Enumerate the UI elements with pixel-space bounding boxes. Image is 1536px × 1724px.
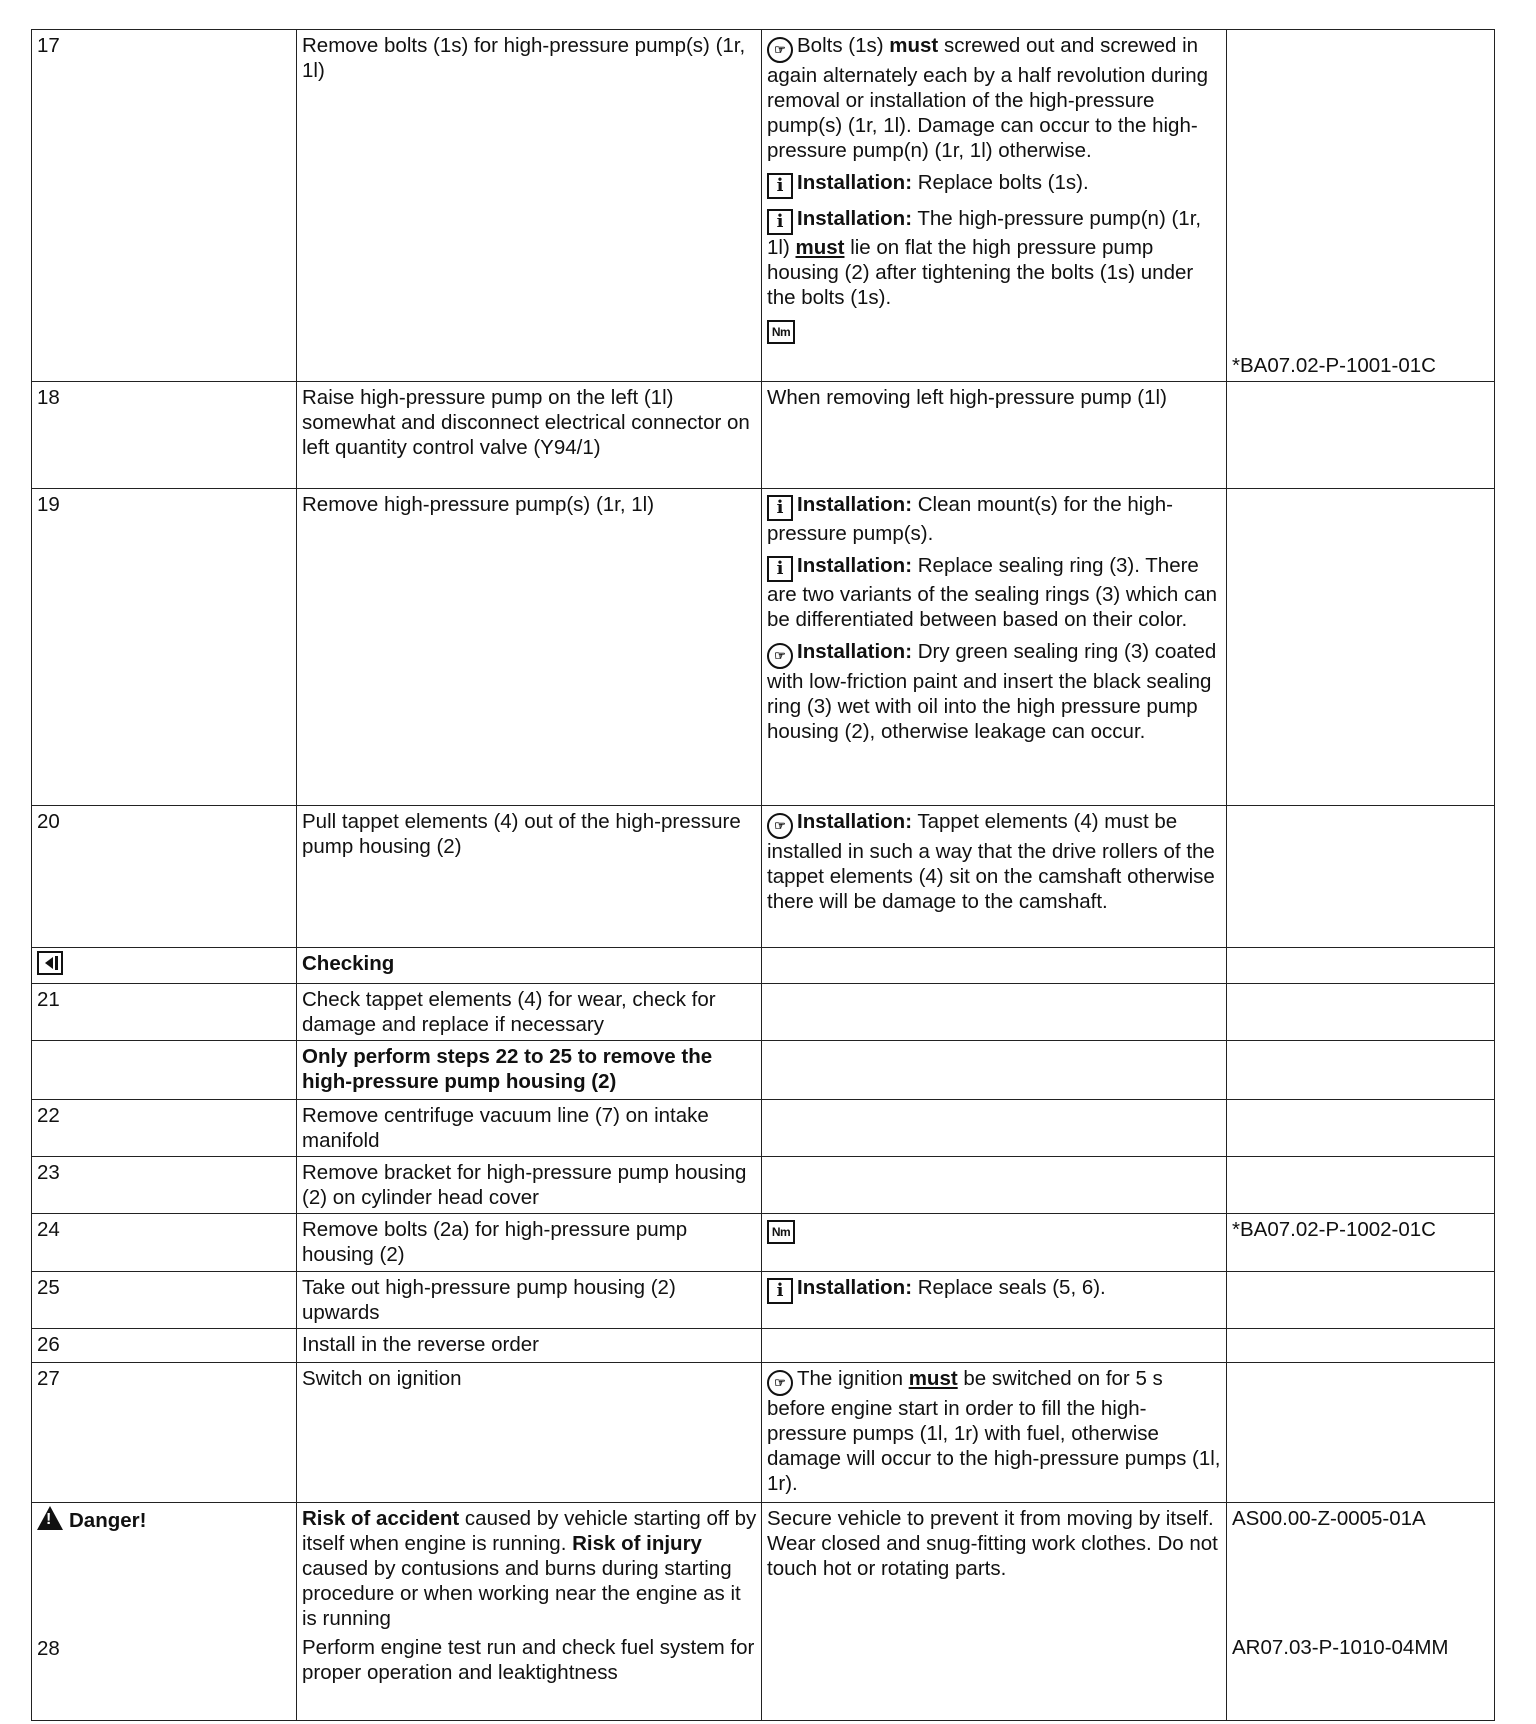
table-row (32, 1100, 1495, 1157)
table-row (32, 948, 1495, 984)
table-row (32, 1157, 1495, 1214)
step-notes (762, 1100, 1227, 1157)
step-action: Remove bolts (1s) for high-pressure pump(s) (1r, 1l) (297, 30, 762, 382)
step-number (32, 1041, 297, 1100)
step-action: Install in the reverse order (297, 1329, 762, 1363)
step-number: 18 (32, 382, 297, 489)
step-notes (762, 1329, 1227, 1363)
step-action: Remove bolts (2a) for high-pressure pump housing (2) (297, 1214, 762, 1272)
reference-cell (1227, 1041, 1495, 1100)
step-notes (762, 1214, 1227, 1272)
table-row (32, 1503, 1495, 1721)
spacer (37, 1533, 292, 1636)
step-number: 20 (32, 806, 297, 948)
reference-cell (1227, 489, 1495, 806)
checking-icon-cell (32, 948, 297, 984)
table-row (32, 1363, 1495, 1503)
step-number: 19 (32, 489, 297, 806)
step-number: 24 (32, 1214, 297, 1272)
table-row (32, 984, 1495, 1041)
note-icon: ☞ (767, 1370, 793, 1396)
reference-cell (1227, 806, 1495, 948)
note-block: i Installation: Replace sealing ring (3). There are two variants of the sealing rings (3) which can be differentiated between based on their color. (767, 554, 1218, 631)
step-number: 17 (32, 30, 297, 382)
step-notes (762, 1041, 1227, 1100)
step-action: Raise high-pressure pump on the left (1l) somewhat and disconnect electrical connector on left quantity control valve (Y94/1) (297, 382, 762, 489)
note-block: ☞ Bolts (1s) must screwed out and screwed in again alternately each by a half revolution during removal or installation of the high-pressure pump(s) (1r, 1l). Damage can occur to the high-pressure pump(n) (1r, 1l) otherwise. (767, 34, 1209, 162)
step-notes (762, 948, 1227, 984)
table-row (32, 1214, 1495, 1272)
step-notes (762, 489, 1227, 806)
step-notes: When removing left high-pressure pump (1l) (762, 382, 1227, 489)
reference-link[interactable]: AS00.00-Z-0005-01A (1232, 1507, 1426, 1530)
note-icon: ☞ (767, 643, 793, 669)
info-icon: i (767, 1278, 793, 1304)
torque-icon: Nm (767, 320, 795, 344)
danger-label: !Danger! (37, 1506, 292, 1533)
note-block (767, 317, 1222, 344)
step-number: 23 (32, 1157, 297, 1214)
note-block: i Installation: Clean mount(s) for the high-pressure pump(s). (767, 493, 1173, 545)
table-row (32, 806, 1495, 948)
info-icon: i (767, 556, 793, 582)
step-action: Take out high-pressure pump housing (2) upwards (297, 1272, 762, 1329)
step-action (297, 1503, 762, 1721)
step-number: 21 (32, 984, 297, 1041)
step-action: Remove high-pressure pump(s) (1r, 1l) (297, 489, 762, 806)
reference-cell (1227, 1363, 1495, 1503)
info-icon: i (767, 495, 793, 521)
reference-link[interactable]: AR07.03-P-1010-04MM (1232, 1636, 1449, 1659)
warning-icon (37, 1506, 63, 1530)
reference-cell (1227, 948, 1495, 984)
step-notes (762, 30, 1227, 382)
torque-icon: Nm (767, 1220, 795, 1244)
note-block: i Installation: The high-pressure pump(n) (1r, 1l) must lie on flat the high pressure pump housing (2) after tightening the bolts (1s) under the bolts (1s). (767, 207, 1202, 309)
reference-link[interactable]: *BA07.02-P-1001-01C (1232, 354, 1436, 377)
table-row (32, 382, 1495, 489)
reference-cell (1227, 1100, 1495, 1157)
step-action: Remove centrifuge vacuum line (7) on intake manifold (297, 1100, 762, 1157)
step-notes: ☞ Installation: Tappet elements (4) must be installed in such a way that the drive rollers of the tappet elements (4) sit on the camshaft otherwise there will be damage to the camshaft. (762, 806, 1227, 948)
step-notes (762, 984, 1227, 1041)
note-block: i Installation: Replace bolts (1s). (767, 170, 1222, 199)
step-number: 27 (32, 1363, 297, 1503)
danger-cell (32, 1503, 297, 1721)
note-icon: ☞ (767, 813, 793, 839)
reference-cell (1227, 1272, 1495, 1329)
spacer (1232, 1531, 1490, 1635)
info-icon: i (767, 173, 793, 199)
reference-cell (1227, 30, 1495, 382)
step-number: 28 (37, 1637, 60, 1660)
danger-text: Risk of accident caused by vehicle starting off by itself when engine is running. Risk of injury caused by contusions and burns during starting procedure or when working near the engine as it is running (302, 1507, 757, 1630)
step-action: Remove bracket for high-pressure pump housing (2) on cylinder head cover (297, 1157, 762, 1214)
step-action: Checking (297, 948, 762, 984)
step-action-28: Perform engine test run and check fuel system for proper operation and leaktightness (302, 1636, 755, 1684)
step-notes: i Installation: Replace seals (5, 6). (762, 1272, 1227, 1329)
step-number: 22 (32, 1100, 297, 1157)
step-action: Pull tappet elements (4) out of the high-pressure pump housing (2) (297, 806, 762, 948)
note-block: ☞ Installation: Dry green sealing ring (3) coated with low-friction paint and insert the black sealing ring (3) wet with oil into the high pressure pump housing (2), otherwise leakage can occur. (767, 640, 1217, 743)
table-row (32, 30, 1495, 382)
step-action: Switch on ignition (297, 1363, 762, 1503)
reference-cell (1227, 1157, 1495, 1214)
procedure-table (31, 29, 1495, 1721)
step-number: 25 (32, 1272, 297, 1329)
step-action: Only perform steps 22 to 25 to remove the high-pressure pump housing (2) (297, 1041, 762, 1100)
note-icon: ☞ (767, 37, 793, 63)
step-number: 26 (32, 1329, 297, 1363)
table-row (32, 1272, 1495, 1329)
step-action: Check tappet elements (4) for wear, check for damage and replace if necessary (297, 984, 762, 1041)
reference-cell (1227, 382, 1495, 489)
step-notes: Secure vehicle to prevent it from moving by itself. Wear closed and snug-fitting work clothes. Do not touch hot or rotating parts. (762, 1503, 1227, 1721)
table-row (32, 1329, 1495, 1363)
step-notes (762, 1157, 1227, 1214)
reference-cell (1227, 1329, 1495, 1363)
reference-cell (1227, 984, 1495, 1041)
step-notes: ☞ The ignition must be switched on for 5 s before engine start in order to fill the high-pressure pumps (1l, 1r) with fuel, otherwise damage will occur to the high-pressure pumps (1l, 1r). (762, 1363, 1227, 1503)
table-row (32, 489, 1495, 806)
reference-link[interactable]: *BA07.02-P-1002-01C (1232, 1218, 1436, 1241)
info-icon: i (767, 209, 793, 235)
table-row (32, 1041, 1495, 1100)
checking-icon (37, 951, 63, 975)
reference-cell (1227, 1503, 1495, 1721)
reference-cell (1227, 1214, 1495, 1272)
